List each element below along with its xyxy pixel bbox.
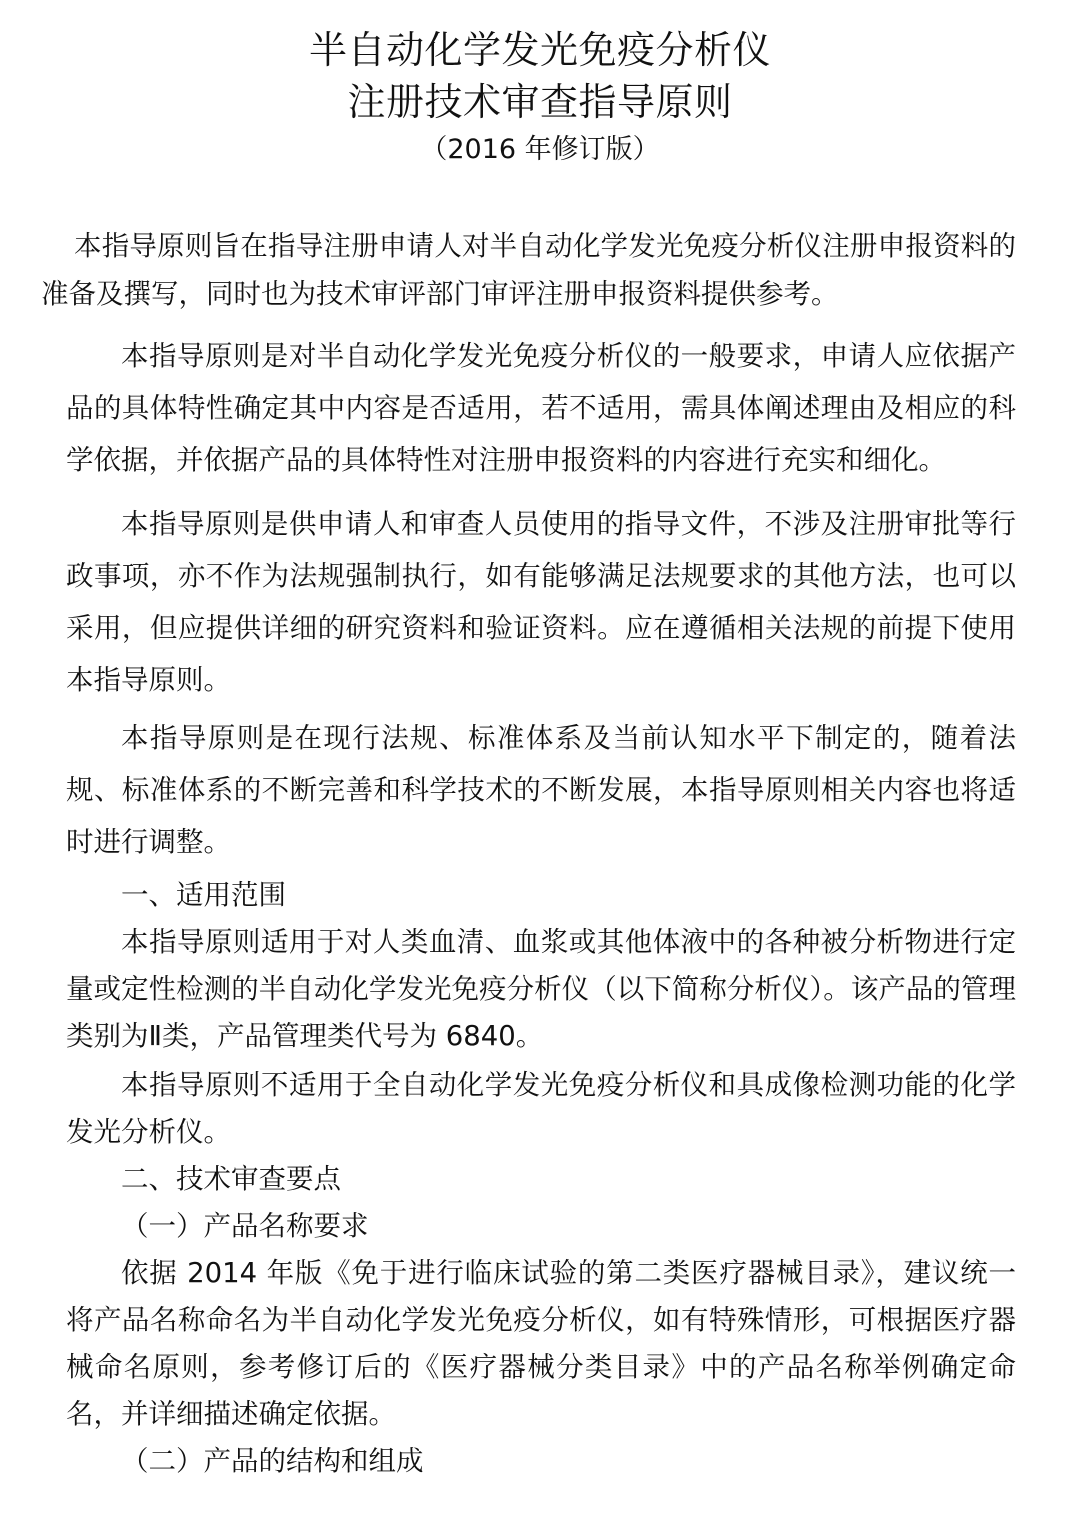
subsection-heading-product-name: （一）产品名称要求 xyxy=(121,1210,369,1242)
document-subtitle: （2016 年修订版） xyxy=(420,134,660,165)
paragraph-usage-scope: 本指导原则是供申请人和审查人员使用的指导文件，不涉及注册审批等行政事项，亦不作为法规强制执行，如有能够满足法规要求的其他方法，也可以采用，但应提供详细的研究资料和验证资料。应在遵循相关法规的前提下使用本指导原则。 xyxy=(66,508,1016,696)
paragraph-scope-exclusion: 本指导原则不适用于全自动化学发光免疫分析仪和具成像检测功能的化学发光分析仪。 xyxy=(66,1069,1016,1148)
paragraph-scope-applicability: 本指导原则适用于对人类血清、血浆或其他体液中的各种被分析物进行定量或定性检测的半自动化学发光免疫分析仪（以下简称分析仪）。该产品的管理类别为Ⅱ类，产品管理类代号为 6840。 xyxy=(66,926,1016,1052)
section-heading-review-points: 二、技术审查要点 xyxy=(121,1163,341,1195)
section-heading-scope: 一、适用范围 xyxy=(121,879,286,911)
paragraph-revision-note: 本指导原则是在现行法规、标准体系及当前认知水平下制定的，随着法规、标准体系的不断完善和科学技术的不断发展，本指导原则相关内容也将适时进行调整。 xyxy=(66,722,1016,858)
document-title-block xyxy=(0,24,1080,170)
paragraph-purpose: 本指导原则旨在指导注册申请人对半自动化学发光免疫分析仪注册申报资料的准备及撰写，同时也为技术审评部门审评注册申报资料提供参考。 xyxy=(41,230,1016,310)
subsection-heading-structure: （二）产品的结构和组成 xyxy=(121,1445,424,1477)
paragraph-general-requirements: 本指导原则是对半自动化学发光免疫分析仪的一般要求，申请人应依据产品的具体特性确定其中内容是否适用，若不适用，需具体阐述理由及相应的科学依据，并依据产品的具体特性对注册申报资料的内容进行充实和细化。 xyxy=(66,340,1016,476)
paragraph-product-naming: 依据 2014 年版《免于进行临床试验的第二类医疗器械目录》，建议统一将产品名称命名为半自动化学发光免疫分析仪，如有特殊情形，可根据医疗器械命名原则，参考修订后的《医疗器械分类目录》中的产品名称举例确定命名，并详细描述确定依据。 xyxy=(66,1257,1016,1430)
document-title-line-2: 注册技术审查指导原则 xyxy=(347,80,733,124)
document-title-line-1: 半自动化学发光免疫分析仪 xyxy=(308,28,771,72)
document-body xyxy=(41,222,1016,1485)
